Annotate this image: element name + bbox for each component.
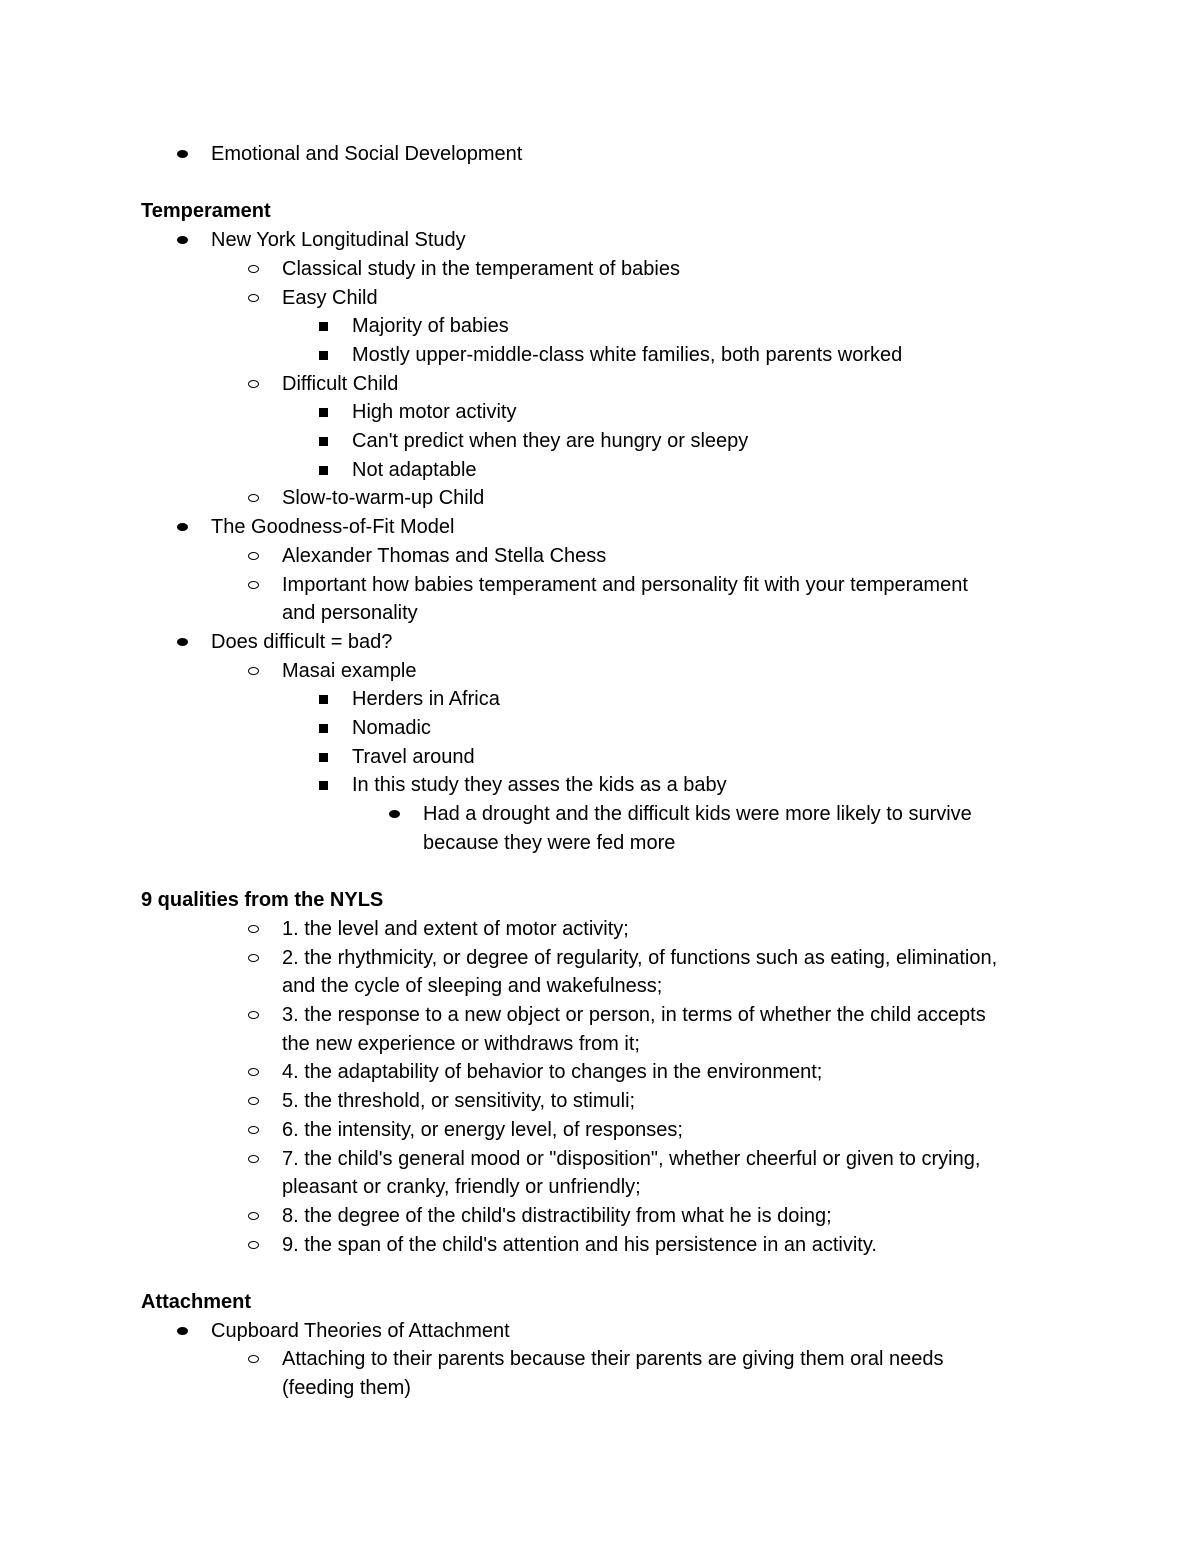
list-item-text: 8. the degree of the child's distractibility from what he is doing; bbox=[282, 1204, 832, 1227]
list-item-text: 6. the intensity, or energy level, of responses; bbox=[282, 1118, 683, 1141]
list-item-text: Classical study in the temperament of babies bbox=[282, 257, 680, 280]
list-item-text: Difficult Child bbox=[282, 372, 399, 395]
list-item-text: Can't predict when they are hungry or sleepy bbox=[352, 430, 749, 452]
list-item-text: 2. the rhythmicity, or degree of regularity, of functions such as eating, elimination, bbox=[282, 946, 998, 969]
list-item-text: 4. the adaptability of behavior to changes in the environment; bbox=[282, 1061, 823, 1084]
list-item-text: Masai example bbox=[282, 659, 417, 682]
list-item-text: Cupboard Theories of Attachment bbox=[211, 1319, 510, 1342]
list-item-text: High motor activity bbox=[352, 401, 517, 424]
list-item-text: Easy Child bbox=[282, 286, 378, 309]
list-item-text: The Goodness-of-Fit Model bbox=[211, 516, 455, 539]
list-item-text: Had a drought and the difficult kids were more likely to survive bbox=[423, 803, 972, 826]
list-item-text: pleasant or cranky, friendly or unfriendly; bbox=[282, 1176, 641, 1199]
list-item-text: In this study they asses the kids as a baby bbox=[352, 774, 727, 797]
list-item-text: because they were fed more bbox=[423, 831, 676, 854]
section-heading: Temperament bbox=[141, 200, 271, 223]
section-heading: Attachment bbox=[141, 1291, 252, 1313]
list-item-text: Mostly upper-middle-class white families, both parents worked bbox=[352, 343, 903, 366]
list-item-text: 7. the child's general mood or "disposition", whether cheerful or given to crying, bbox=[282, 1147, 981, 1170]
list-item-text: 5. the threshold, or sensitivity, to stimuli; bbox=[282, 1090, 636, 1113]
list-item-text: Slow-to-warm-up Child bbox=[282, 487, 485, 510]
list-item-text: Travel around bbox=[352, 745, 475, 768]
list-item-text: Important how babies temperament and personality fit with your temperament bbox=[282, 573, 968, 596]
list-item-text: 9. the span of the child's attention and his persistence in an activity. bbox=[282, 1233, 877, 1256]
list-item-text: the new experience or withdraws from it; bbox=[282, 1032, 640, 1055]
list-item-text: Does difficult = bad? bbox=[211, 630, 393, 653]
list-item-text: Not adaptable bbox=[352, 458, 477, 481]
list-item-text: Emotional and Social Development bbox=[211, 143, 523, 165]
section-heading: 9 qualities from the NYLS bbox=[141, 889, 384, 912]
list-item-text: New York Longitudinal Study bbox=[211, 229, 466, 252]
list-item-text: 1. the level and extent of motor activity; bbox=[282, 917, 629, 940]
list-item-text: Majority of babies bbox=[352, 315, 509, 338]
list-item-text: and personality bbox=[282, 602, 418, 625]
list-item-text: Attaching to their parents because their parents are giving them oral needs bbox=[282, 1348, 944, 1371]
list-item-text: Nomadic bbox=[352, 717, 431, 739]
list-item-text: (feeding them) bbox=[282, 1377, 411, 1400]
list-item-text: Alexander Thomas and Stella Chess bbox=[282, 544, 607, 567]
list-item-text: 3. the response to a new object or person, in terms of whether the child accepts bbox=[282, 1004, 986, 1026]
list-item-text: Herders in Africa bbox=[352, 688, 500, 711]
list-item-text: and the cycle of sleeping and wakefulness; bbox=[282, 975, 663, 998]
